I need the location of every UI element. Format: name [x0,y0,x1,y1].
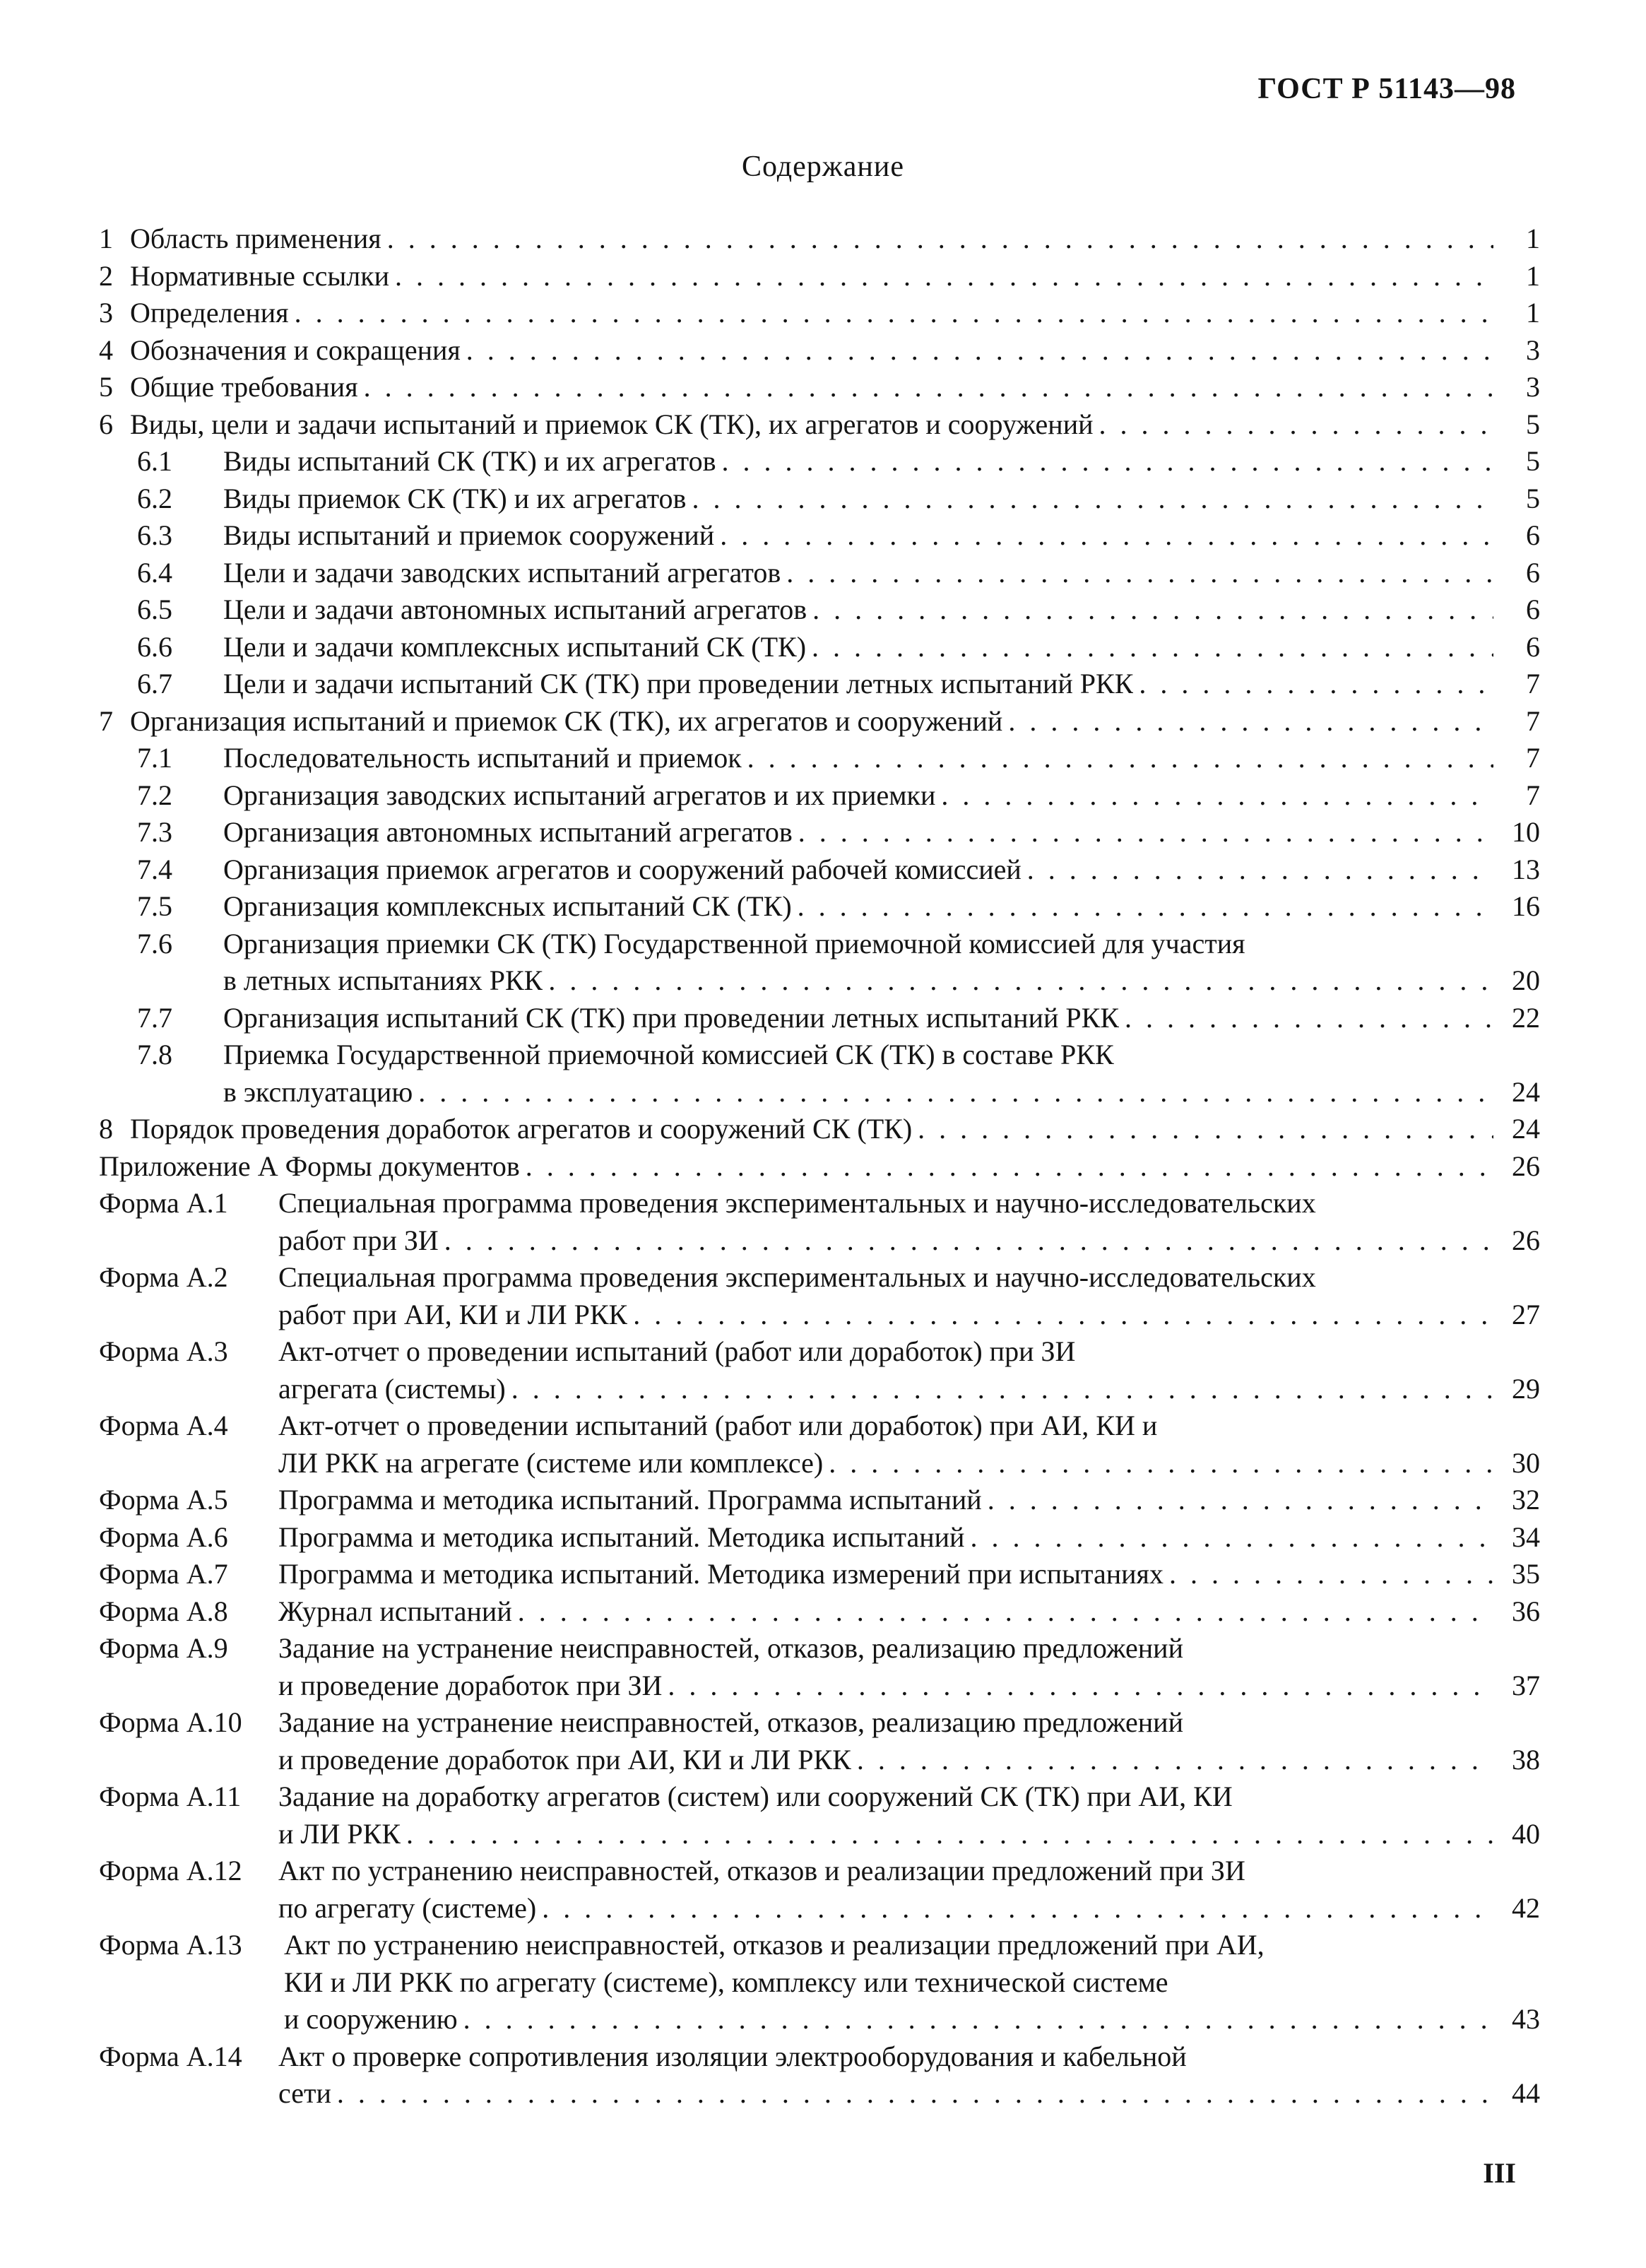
dot-leader [466,332,1493,370]
toc-entry-page: 1 [1526,259,1540,292]
toc-entry[interactable] [99,1036,1540,1111]
toc-entry-title: Порядок проведения доработок агрегатов и сооружений СК (ТК) [130,1113,913,1145]
dot-leader [633,1297,1493,1334]
dot-leader [829,1445,1493,1482]
toc-entry-number: Форма А.8 [99,1595,228,1627]
toc-entry-page: 40 [1512,1817,1540,1850]
toc-entry-page: 22 [1512,1001,1540,1034]
toc-entry-page: 44 [1512,2077,1540,2109]
dot-leader [747,740,1493,777]
toc-entry-number: 6.7 [137,668,172,699]
toc-entry-page: 3 [1526,333,1540,366]
dot-leader [857,1742,1493,1779]
toc-entry-page: 43 [1512,2003,1540,2035]
toc-entry-title-continuation: по агрегату (системе) [278,1891,537,1924]
toc-entry-number: 7.8 [137,1039,172,1070]
toc-entry-title-continuation: и сооружению [284,2003,458,2035]
toc-entry[interactable] [99,666,1540,703]
toc-entry[interactable] [99,1148,1540,1186]
toc-entry-number: 7.7 [137,1001,172,1034]
toc-entry[interactable] [99,851,1540,889]
dot-leader [526,1148,1493,1186]
dot-leader [337,2075,1493,2113]
toc-entry-page: 1 [1526,297,1540,329]
dot-leader [722,443,1494,480]
toc-entry-page: 5 [1526,482,1540,514]
toc-entry-title: Приложение А Формы документов [99,1150,520,1182]
dot-leader [941,777,1493,815]
toc-entry-title-continuation: и ЛИ РКК [278,1817,401,1850]
toc-entry-number: 7.6 [137,927,172,959]
toc-entry[interactable] [99,1630,1540,1704]
toc-entry-number: Форма А.2 [99,1261,228,1293]
toc-entry-title: Задание на устранение неисправностей, отказов, реализацию предложений [278,1632,1183,1664]
dot-leader [395,258,1493,295]
toc-entry-number: 6.3 [137,519,172,551]
toc-entry[interactable] [99,332,1540,370]
toc-entry[interactable] [99,888,1540,926]
toc-entry-title: Акт-отчет о проведении испытаний (работ или доработок) при АИ, КИ и [278,1410,1158,1441]
toc-entry-title: Программа и методика испытаний. Программа испытаний [278,1484,982,1516]
dot-leader [798,814,1493,851]
dot-leader [1008,703,1493,740]
toc-entry-number: 7.2 [137,779,172,811]
toc-entry-page: 6 [1526,519,1540,551]
toc-entry-title: Акт-отчет о проведении испытаний (работ или доработок) при ЗИ [278,1335,1076,1367]
toc-entry-page: 7 [1526,668,1540,699]
dot-leader [970,1519,1493,1557]
toc-entry-title: Цели и задачи заводских испытаний агрегатов [223,556,781,589]
toc-entry-number: Форма А.7 [99,1558,228,1590]
dot-leader [1027,851,1493,889]
toc-entry-title: Организация испытаний и приемок СК (ТК), их агрегатов и сооружений [130,704,1003,737]
dot-leader [798,888,1493,926]
toc-entry-page: 20 [1512,964,1540,996]
toc-entry-page: 26 [1512,1150,1540,1182]
toc-entry[interactable] [99,1407,1540,1482]
dot-leader [511,1371,1493,1408]
toc-entry-number: Форма А.3 [99,1335,228,1367]
dot-leader [295,295,1493,332]
toc-entry[interactable] [99,703,1540,740]
toc-entry-number: 6.2 [137,482,172,514]
toc-entry-number: 7.5 [137,890,172,922]
dot-leader [668,1667,1493,1705]
toc-entry-title-continuation: ЛИ РКК на агрегате (системе или комплексе) [278,1446,824,1479]
toc-entry[interactable] [99,1593,1540,1631]
dot-leader [463,2001,1493,2038]
toc-entry-title: Задание на доработку агрегатов (систем) или сооружений СК (ТК) при АИ, КИ [278,1780,1233,1812]
toc-entry-title-continuation: КИ и ЛИ РКК по агрегату (системе), комплексу или технической системе [284,1966,1168,1998]
dot-leader [542,1890,1493,1927]
toc-entry[interactable] [99,1333,1540,1407]
toc-entry-page: 7 [1526,742,1540,774]
toc-entry[interactable] [99,777,1540,815]
dot-leader [812,591,1493,629]
toc-entry[interactable] [99,740,1540,777]
toc-entry-title: Определения [130,297,289,329]
toc-entry-number: Форма А.13 [99,1929,242,1961]
toc-entry-title-continuation: в летных испытаниях РКК [223,964,543,996]
toc-entry-title: Организация автономных испытаний агрегатов [223,816,793,848]
toc-entry[interactable] [99,555,1540,592]
toc-entry[interactable] [99,1259,1540,1333]
toc-entry-number: 2 [99,259,113,292]
toc-entry-number: Форма А.4 [99,1410,228,1441]
toc-entry-title: Цели и задачи автономных испытаний агрегатов [223,593,807,625]
toc-entry-title: Организация приемки СК (ТК) Государственной приемочной комиссией для участия [223,927,1245,959]
toc-entry[interactable] [99,220,1540,258]
toc-entry-number: Форма А.9 [99,1632,228,1664]
toc-entry-page: 27 [1512,1298,1540,1330]
toc-entry-number: 8 [99,1113,113,1145]
toc-entry-page: 24 [1512,1075,1540,1108]
toc-entry-page: 13 [1512,853,1540,885]
toc-entry-title: Виды испытаний СК (ТК) и их агрегатов [223,445,716,477]
toc-entry-page: 16 [1512,890,1540,922]
toc-entry-number: Форма А.1 [99,1187,228,1219]
toc-entry-title: Программа и методика испытаний. Методика измерений при испытаниях [278,1558,1164,1590]
toc-entry[interactable] [99,369,1540,406]
dot-leader [548,962,1493,1000]
toc-entry-page: 24 [1512,1113,1540,1145]
toc-entry-page: 35 [1512,1558,1540,1590]
toc-entry[interactable] [99,1704,1540,1778]
dot-leader [812,629,1493,666]
dot-leader [918,1111,1493,1148]
toc-entry-title: Организация комплексных испытаний СК (ТК) [223,890,792,922]
toc-entry-page: 7 [1526,704,1540,737]
toc-entry-title: Акт по устранению неисправностей, отказов и реализации предложений при ЗИ [278,1855,1245,1886]
toc-entry[interactable] [99,517,1540,555]
toc-entry-title: Организация заводских испытаний агрегатов и их приемки [223,779,936,811]
toc-entry[interactable] [99,480,1540,518]
toc-entry[interactable] [99,1111,1540,1148]
toc-entry-page: 29 [1512,1372,1540,1405]
toc-entry-page: 36 [1512,1595,1540,1627]
dot-leader [988,1482,1493,1519]
toc-entry-page: 6 [1526,593,1540,625]
toc-entry-number: Форма А.10 [99,1706,242,1738]
toc-entry[interactable] [99,1927,1540,2038]
toc-entry-page: 37 [1512,1669,1540,1701]
toc-entry-number: 1 [99,223,113,254]
toc-entry-page: 34 [1512,1520,1540,1553]
toc-entry[interactable] [99,1185,1540,1259]
toc-entry-title-continuation: в эксплуатацию [223,1075,413,1108]
toc-entry-number: Форма А.5 [99,1484,228,1516]
dot-leader [387,220,1493,258]
toc-entry-title: Область применения [130,223,381,254]
toc-entry-number: Форма А.14 [99,2040,242,2072]
toc-entry-title-continuation: и проведение доработок при АИ, КИ и ЛИ РКК [278,1743,851,1776]
toc-entry[interactable] [99,1778,1540,1853]
toc-entry-page: 6 [1526,556,1540,589]
toc-entry[interactable] [99,926,1540,1000]
dot-leader [418,1074,1493,1111]
toc-entry-page: 6 [1526,630,1540,663]
toc-entry-title: Цели и задачи испытаний СК (ТК) при проведении летных испытаний РКК [223,668,1134,699]
dot-leader [692,480,1493,518]
toc-title: Содержание [741,150,905,183]
toc-entry[interactable] [99,443,1540,480]
toc-entry-number: 7.3 [137,816,172,848]
dot-leader [1125,1000,1493,1037]
toc-entry-page: 5 [1526,445,1540,477]
toc-entry[interactable] [99,406,1540,444]
dot-leader [1099,406,1493,444]
toc-entry-number: 6.6 [137,630,172,663]
toc-entry-title: Приемка Государственной приемочной комиссией СК (ТК) в составе РКК [223,1039,1114,1070]
toc-entry-title: Организация испытаний СК (ТК) при проведении летных испытаний РКК [223,1001,1120,1034]
toc-entry-page: 7 [1526,779,1540,811]
toc-entry-number: 7.4 [137,853,172,885]
toc-entry-title: Нормативные ссылки [130,259,390,292]
toc-entry[interactable] [99,814,1540,851]
table-of-contents [99,220,1540,2113]
toc-entry[interactable] [99,591,1540,629]
toc-entry-title: Цели и задачи комплексных испытаний СК (ТК) [223,630,807,663]
toc-entry-number: 6.1 [137,445,172,477]
toc-entry-number: 3 [99,297,113,329]
toc-entry-page: 42 [1512,1891,1540,1924]
toc-entry-title-continuation: работ при ЗИ [278,1224,439,1256]
toc-entry-page: 26 [1512,1224,1540,1256]
dot-leader [444,1222,1493,1260]
toc-entry-title: Виды приемок СК (ТК) и их агрегатов [223,482,687,514]
toc-entry-page: 1 [1526,223,1540,254]
toc-entry-number: 6.4 [137,556,172,589]
toc-entry-title: Акт по устранению неисправностей, отказов и реализации предложений при АИ, [284,1929,1265,1961]
toc-entry-number: 6 [99,408,113,440]
toc-entry-title: Журнал испытаний [278,1595,512,1627]
toc-entry-title: Акт о проверке сопротивления изоляции электрооборудования и кабельной [278,2040,1187,2072]
dot-leader [1169,1556,1493,1593]
dot-leader [1139,666,1493,703]
toc-entry-title: Специальная программа проведения экспериментальных и научно-исследовательских [278,1187,1316,1219]
dot-leader [364,369,1493,406]
toc-entry[interactable] [99,1482,1540,1519]
toc-entry-number: Форма А.6 [99,1520,228,1553]
toc-entry-title: Общие требования [130,371,358,403]
toc-entry-number: 6.5 [137,593,172,625]
toc-entry-title: Виды, цели и задачи испытаний и приемок СК (ТК), их агрегатов и сооружений [130,408,1094,440]
toc-entry[interactable] [99,1519,1540,1557]
toc-entry[interactable] [99,2038,1540,2113]
toc-entry-page: 38 [1512,1743,1540,1776]
toc-entry-page: 10 [1512,816,1540,848]
toc-entry-page: 30 [1512,1446,1540,1479]
dot-leader [786,555,1493,592]
toc-entry-page: 32 [1512,1484,1540,1516]
toc-entry-number: 5 [99,371,113,403]
dot-leader [406,1816,1493,1853]
toc-entry[interactable] [99,1556,1540,1593]
page-number-footer: III [1483,2157,1516,2189]
toc-entry-title: Специальная программа проведения экспериментальных и научно-исследовательских [278,1261,1316,1293]
toc-entry-title-continuation: работ при АИ, КИ и ЛИ РКК [278,1298,628,1330]
dot-leader [518,1593,1493,1631]
toc-entry-title: Последовательность испытаний и приемок [223,742,742,774]
toc-entry-title-continuation: сети [278,2077,331,2109]
document-header: ГОСТ Р 51143—98 [1257,73,1516,105]
toc-entry-page: 3 [1526,371,1540,403]
toc-entry-number: 4 [99,333,113,366]
toc-entry-number: 7.1 [137,742,172,774]
toc-entry[interactable] [99,258,1540,295]
toc-entry-title-continuation: и проведение доработок при ЗИ [278,1669,663,1701]
toc-entry[interactable] [99,1000,1540,1037]
toc-entry-title: Виды испытаний и приемок сооружений [223,519,715,551]
toc-entry-number: Форма А.12 [99,1855,242,1886]
dot-leader [720,517,1493,555]
toc-entry-title-continuation: агрегата (системы) [278,1372,506,1405]
toc-entry[interactable] [99,1853,1540,1927]
toc-entry[interactable] [99,629,1540,666]
toc-entry-title: Программа и методика испытаний. Методика испытаний [278,1520,965,1553]
toc-entry-page: 5 [1526,408,1540,440]
toc-entry-number: 7 [99,704,113,737]
toc-entry-title: Организация приемок агрегатов и сооружений рабочей комиссией [223,853,1022,885]
toc-entry-number: Форма А.11 [99,1780,242,1812]
toc-entry-title: Задание на устранение неисправностей, отказов, реализацию предложений [278,1706,1183,1738]
toc-entry[interactable] [99,295,1540,332]
toc-entry-title: Обозначения и сокращения [130,333,461,366]
